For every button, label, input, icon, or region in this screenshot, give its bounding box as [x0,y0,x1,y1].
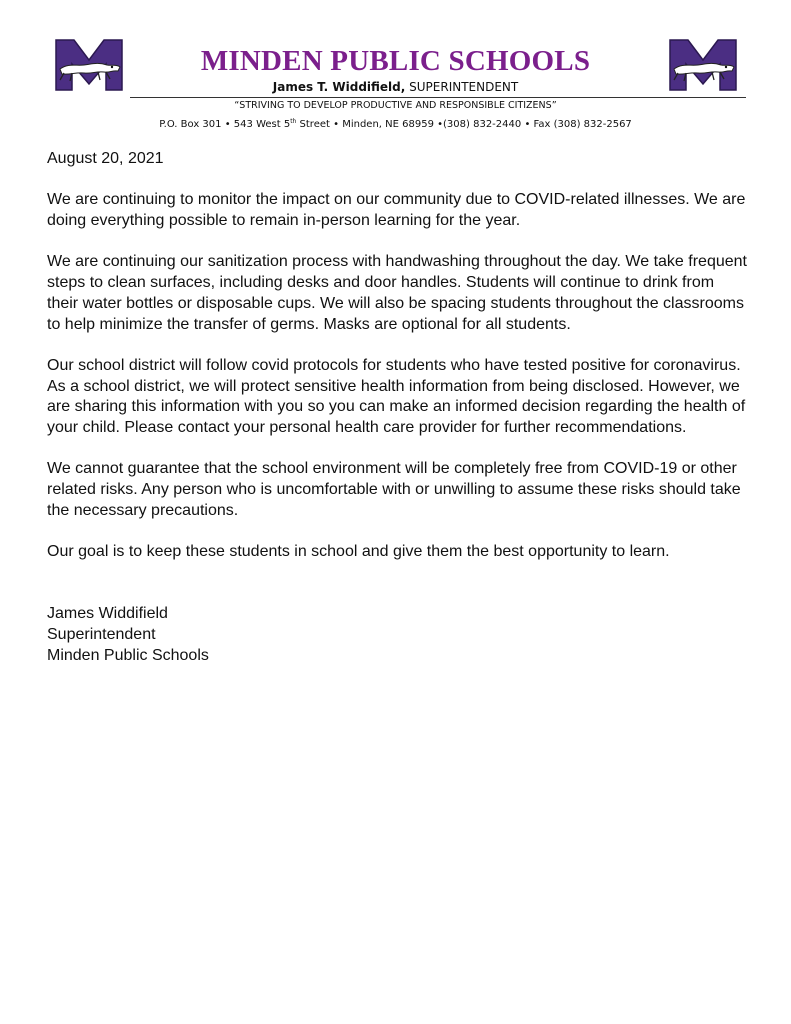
bullet-separator: • [524,119,534,130]
superintendent-name: James T. Widdifield, [272,80,406,94]
letter-paragraph: We are continuing to monitor the impact on our community due to COVID-related illnesses. We are doing everything possible to remain in-person learning for the year. [47,191,746,230]
letterhead [0,0,791,135]
fax-number: Fax (308) 832-2567 [533,119,632,130]
superintendent-line [140,79,651,95]
bullet-separator: • [333,119,343,130]
letter-paragraph: Our goal is to keep these students in school and give them the best opportunity to learn. [47,543,670,561]
letter-body [47,149,747,666]
letter-paragraph: We are continuing our sanitization process with handwashing throughout the day. We take frequent steps to clean surfaces, including desks and door handles. Students will continue to drink from their water bottles or disposable cups. We will also be spacing students throughout the classrooms to help minimize the transfer of germs. Masks are optional for all students. [47,253,747,333]
city-state-zip: Minden, NE 68959 [342,119,434,130]
signature-title: Superintendent [47,626,156,644]
street-address-prefix: 543 West 5 [233,119,291,130]
signature-organization: Minden Public Schools [47,646,209,664]
wolf-m-logo-icon [52,36,126,94]
letter-paragraph: Our school district will follow covid protocols for students who have tested positive for coronavirus. As a school district, we will protect sensitive health information from being disclosed. However, we are sharing this information with you so you can make an informed decision regarding the health of your child. Please contact your personal health care provider for further recommendations. [47,356,746,437]
wolf-m-logo-icon [666,36,740,94]
po-box: P.O. Box 301 [159,119,222,130]
letterhead-divider [130,97,746,98]
superintendent-title: SUPERINTENDENT [409,80,519,94]
address-line [100,115,691,132]
bullet-separator: • [437,119,444,130]
school-logo-right [666,36,740,94]
phone-number: (308) 832-2440 [443,119,522,130]
signature-name: James Widdifield [47,605,168,623]
letter-date: August 20, 2021 [47,150,164,167]
district-name: MINDEN PUBLIC SCHOOLS [200,45,591,77]
bullet-separator: • [224,119,234,130]
letter-paragraph: We cannot guarantee that the school environment will be completely free from COVID-19 or other related risks. Any person who is uncomfortable with or unwilling to assume these risks should take the necessary precautions. [47,460,741,519]
street-ordinal-suffix: th [290,118,297,125]
signature-block [47,604,747,666]
street-address-rest: Street [296,119,330,130]
school-logo-left [52,36,126,94]
district-motto: “STRIVING TO DEVELOP PRODUCTIVE AND RESPONSIBLE CITIZENS” [234,100,557,111]
